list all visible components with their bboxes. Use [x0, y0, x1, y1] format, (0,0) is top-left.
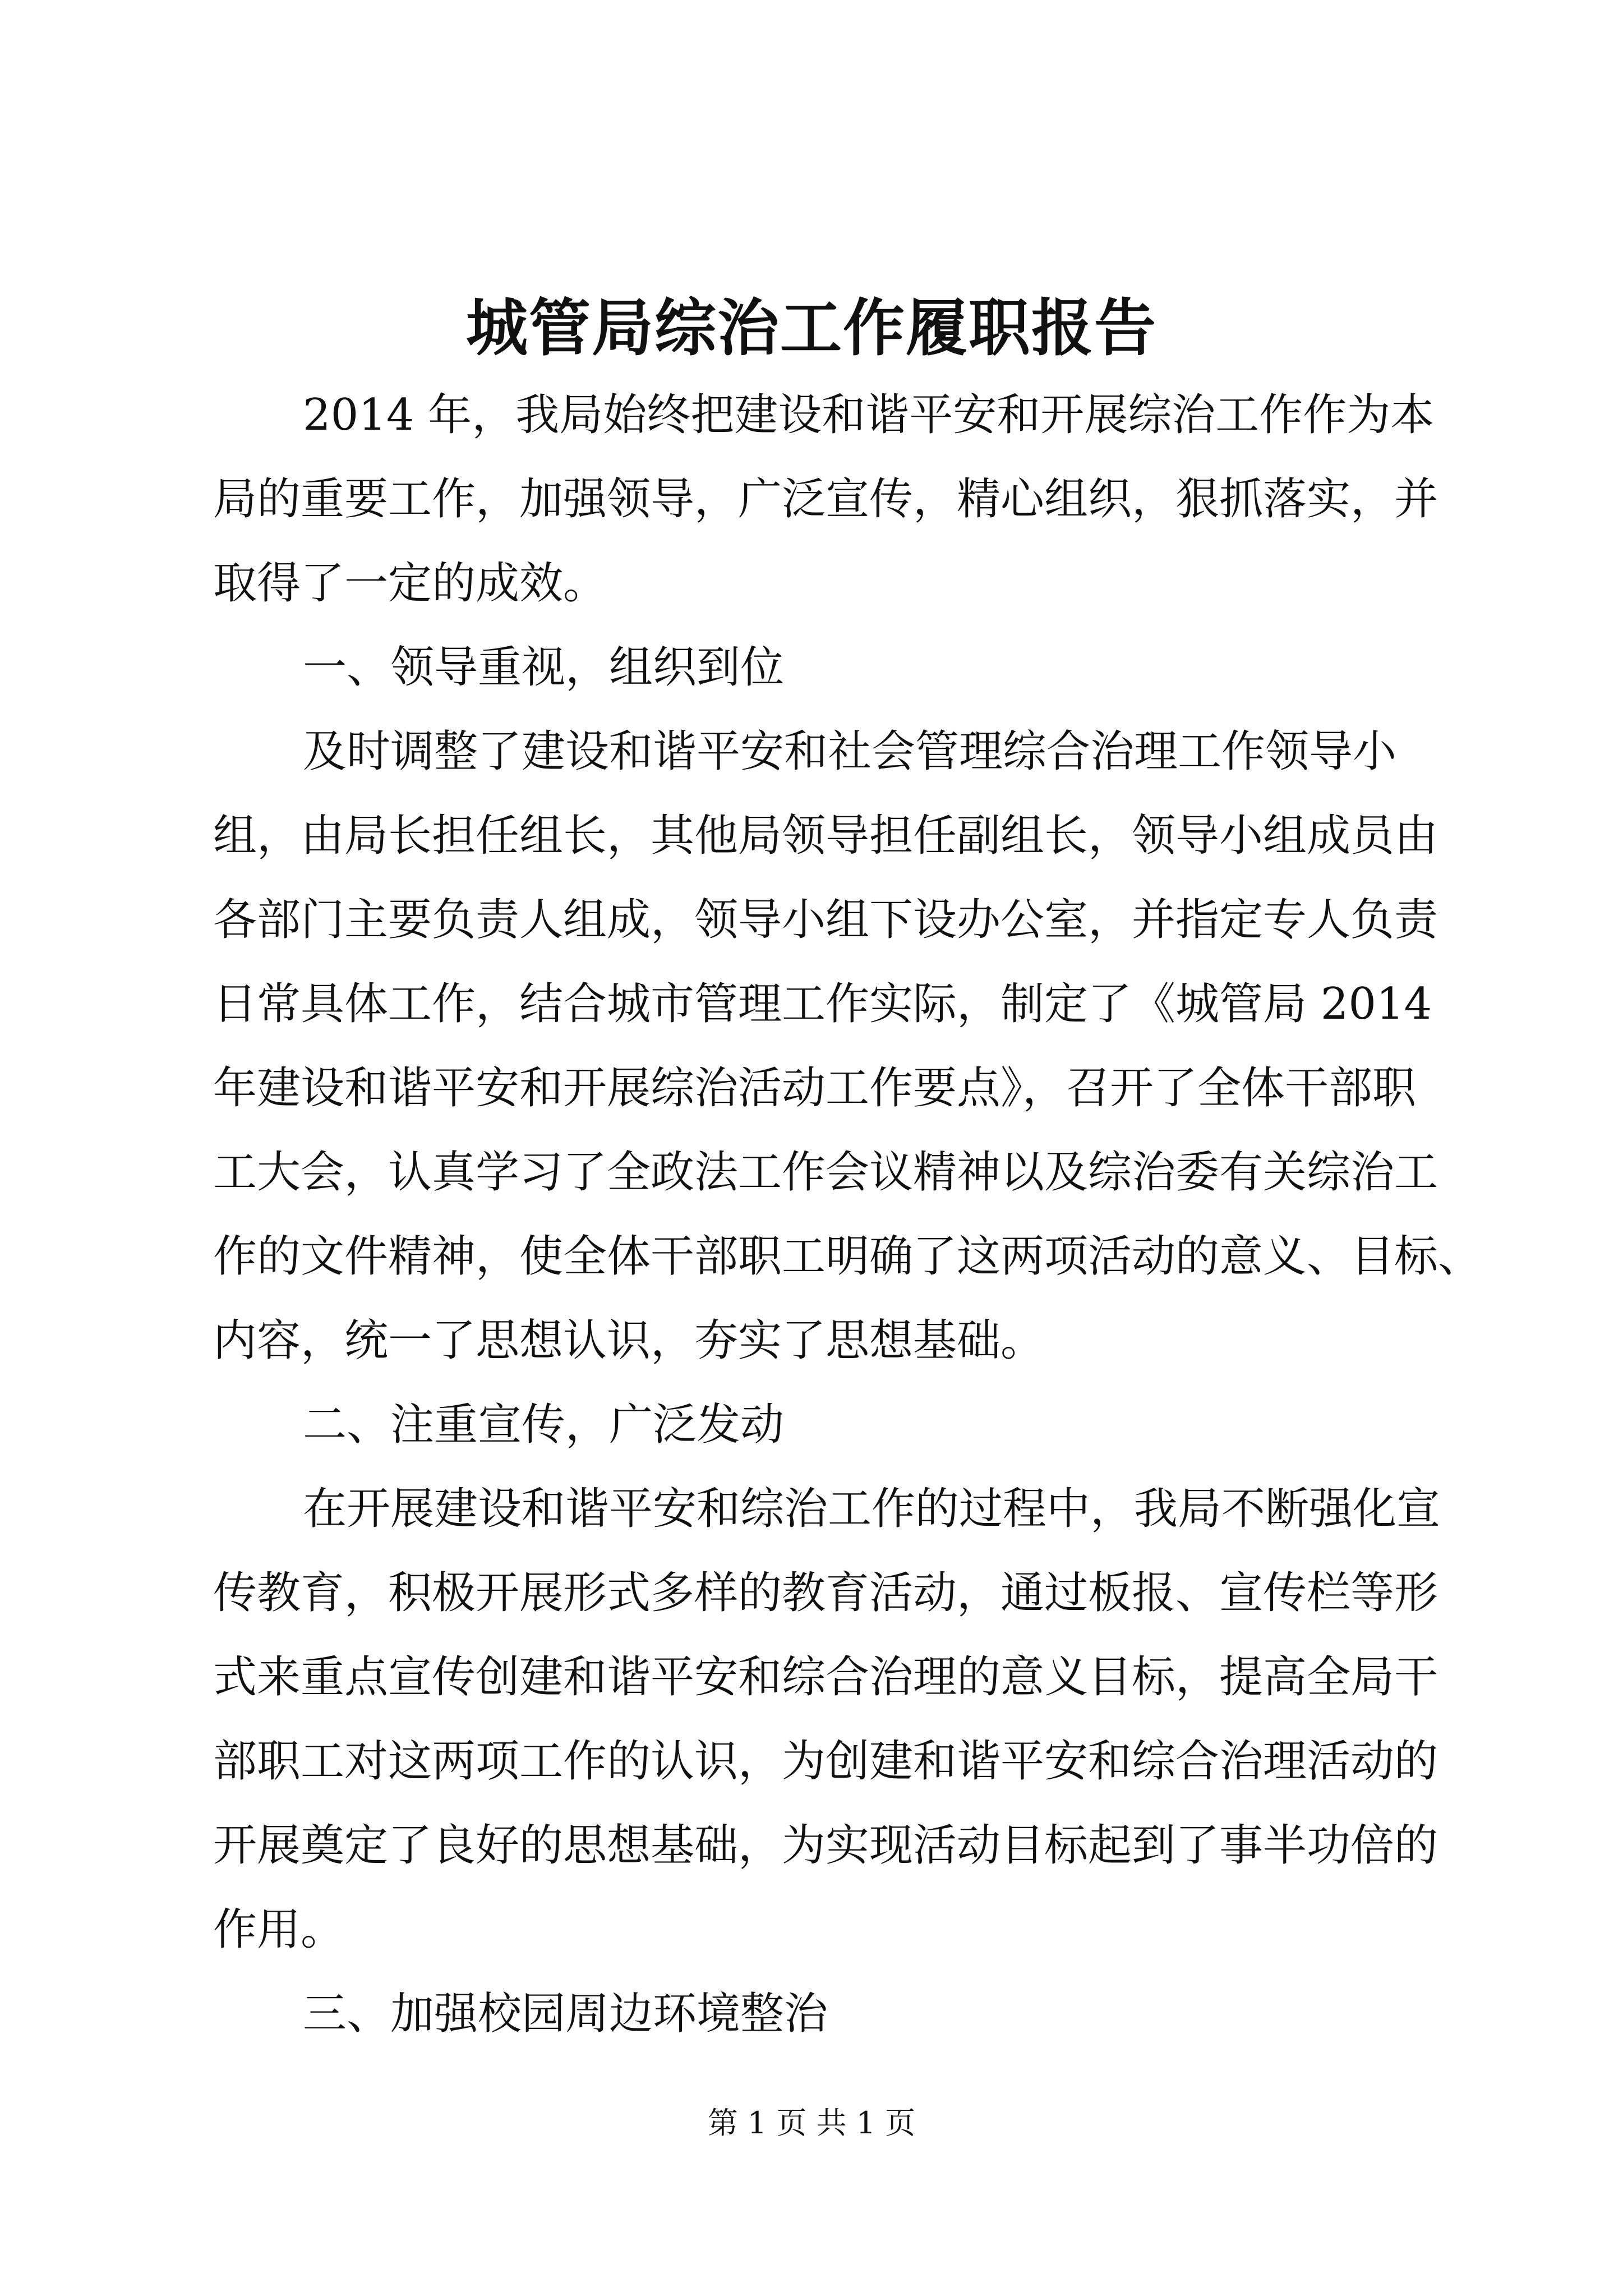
paragraph-line: 内容，统一了思想认识，夯实了思想基础。: [213, 1315, 1045, 1366]
paragraph-line: 局的重要工作，加强领导，广泛宣传，精心组织，狠抓落实，并: [213, 474, 1438, 524]
section-heading: 一、领导重视，组织到位: [303, 642, 785, 693]
paragraph-line: 及时调整了建设和谐平安和社会管理综合治理工作领导小: [303, 726, 1397, 777]
document-title: 城管局综治工作履职报告: [466, 292, 1157, 364]
paragraph-line: 组，由局长担任组长，其他局领导担任副组长，领导小组成员由: [213, 811, 1438, 861]
paragraph-line: 式来重点宣传创建和谐平安和综合治理的意义目标，提高全局干: [213, 1652, 1438, 1703]
paragraph-line: 作用。: [213, 1904, 345, 1955]
paragraph-line: 作的文件精神，使全体干部职工明确了这两项活动的意义、目标、: [213, 1231, 1482, 1282]
paragraph-line: 传教育，积极开展形式多样的教育活动，通过板报、宣传栏等形: [213, 1568, 1438, 1618]
paragraph-line: 取得了一定的成效。: [213, 558, 607, 609]
page-footer: 第 1 页 共 1 页: [707, 2105, 916, 2141]
paragraph-line: 2014 年，我局始终把建设和谐平安和开展综治工作作为本: [303, 390, 1435, 440]
section-heading: 三、加强校园周边环境整治: [303, 1989, 828, 2039]
paragraph-line: 部职工对这两项工作的认识，为创建和谐平安和综合治理活动的: [213, 1736, 1438, 1787]
paragraph-line: 各部门主要负责人组成，领导小组下设办公室，并指定专人负责: [213, 895, 1438, 945]
paragraph-line: 日常具体工作，结合城市管理工作实际，制定了《城管局 2014: [213, 979, 1432, 1029]
paragraph-line: 开展奠定了良好的思想基础，为实现活动目标起到了事半功倍的: [213, 1820, 1438, 1871]
section-heading: 二、注重宣传，广泛发动: [303, 1400, 785, 1450]
document-body: [213, 373, 1482, 2056]
paragraph-line: 年建设和谐平安和开展综治活动工作要点》，召开了全体干部职: [213, 1063, 1417, 1114]
paragraph-line: 工大会，认真学习了全政法工作会议精神以及综治委有关综治工: [213, 1147, 1438, 1198]
paragraph-line: 在开展建设和谐平安和综治工作的过程中，我局不断强化宣: [303, 1484, 1441, 1534]
